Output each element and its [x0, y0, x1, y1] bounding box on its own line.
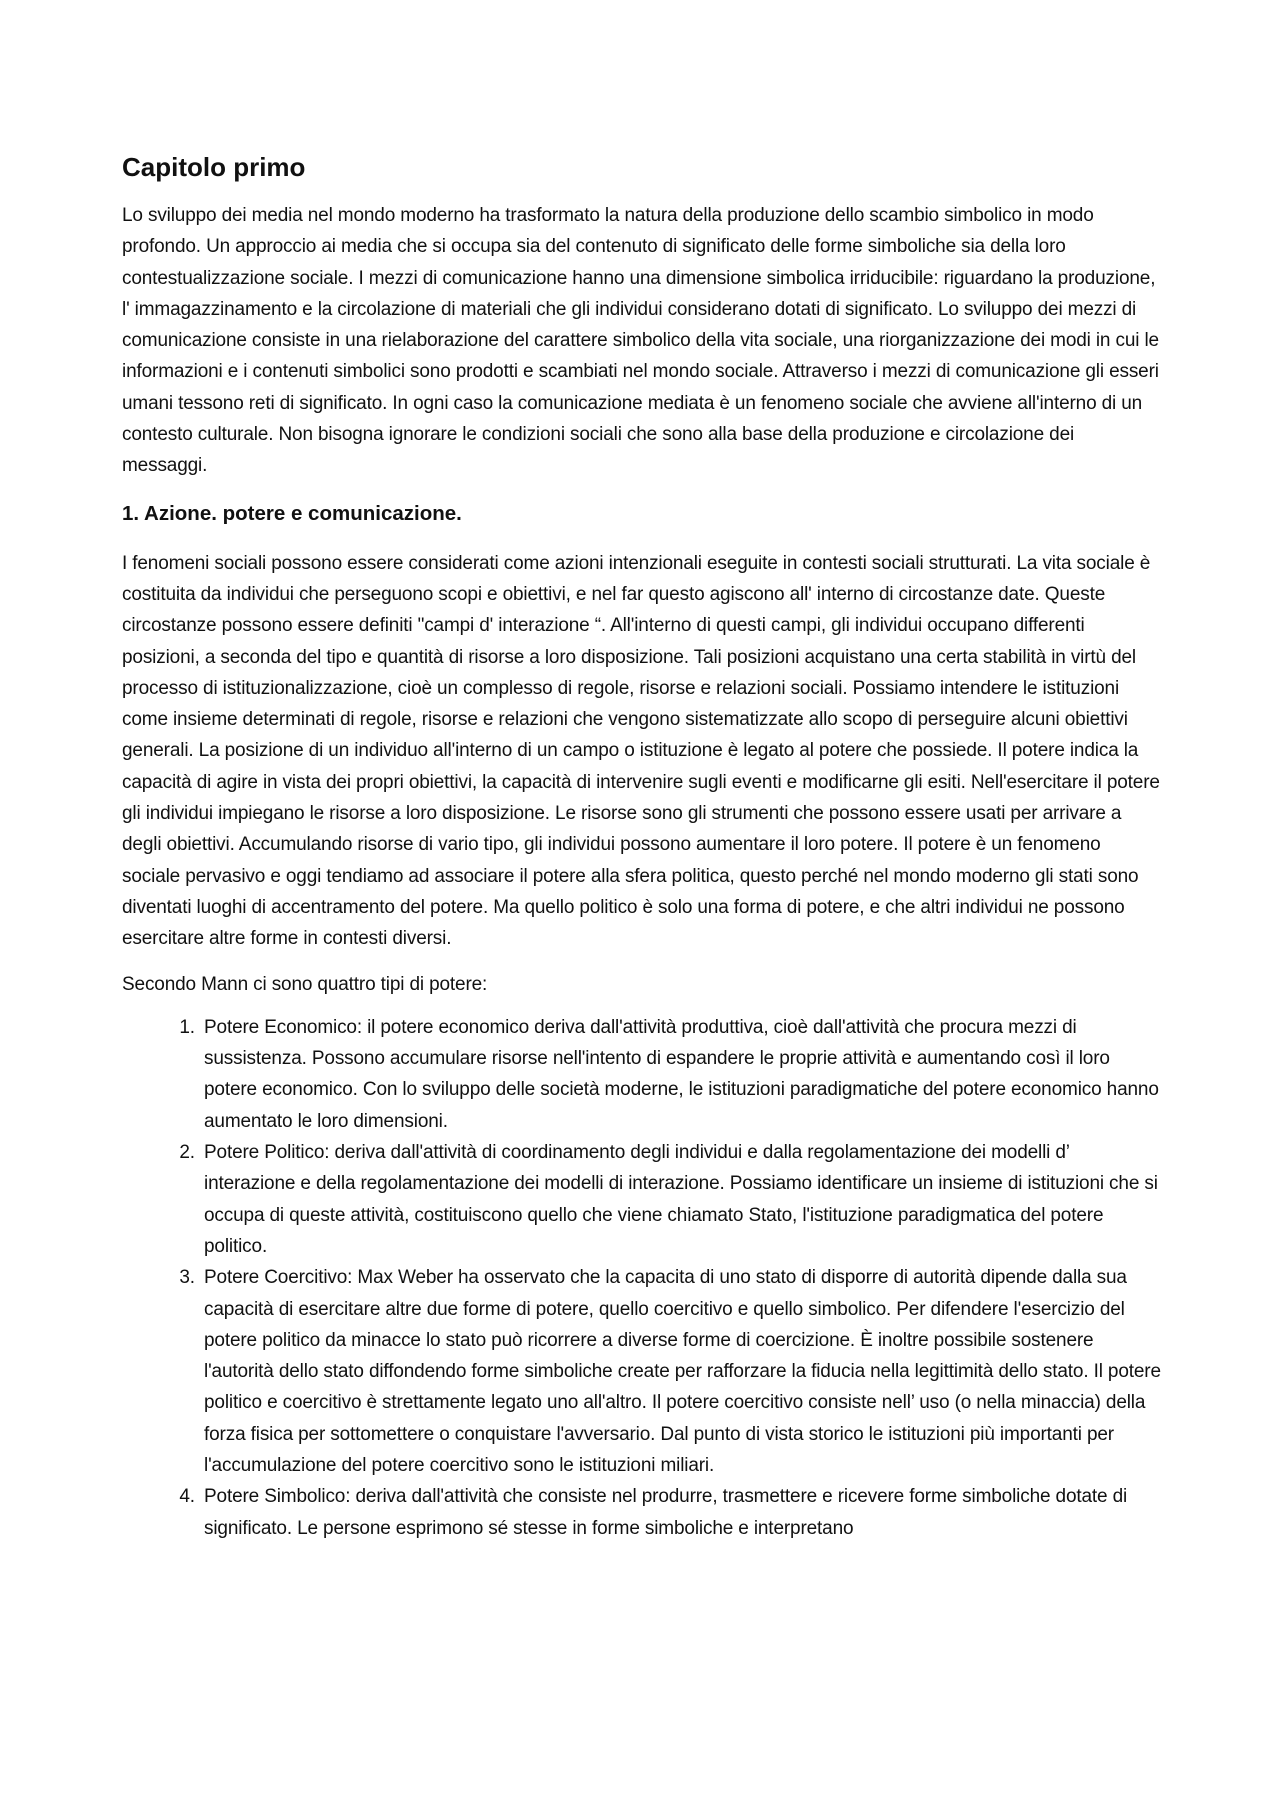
intro-paragraph: Lo sviluppo dei media nel mondo moderno ha trasformato la natura della produzione dello scambio simbolico in modo profondo. Un approccio ai media che si occupa sia del contenuto di significato delle forme simboliche sia della loro contestualizzazione sociale. I mezzi di comunicazione hanno una dimensione simbolica irriducibile: riguardano la produzione, l' immagazzinamento e la circolazione di materiali che gli individui considerano dotati di significato. Lo sviluppo dei mezzi di comunicazione consiste in una rielaborazione del carattere simbolico della vita sociale, una riorganizzazione dei modi in cui le informazioni e i contenuti simbolici sono prodotti e scambiati nel mondo sociale. Attraverso i mezzi di comunicazione gli esseri umani tessono reti di significato. In ogni caso la comunicazione mediata è un fenomeno sociale che avviene all'interno di un contesto culturale. Non bisogna ignorare le condizioni sociali che sono alla base della produzione e circolazione dei messaggi.	[122, 205, 1159, 477]
list-item: 3. Potere Coercitivo: Max Weber ha osservato che la capacita di uno stato di disporre di autorità dipende dalla sua capacità di esercitare altre due forme di potere, quello coercitivo e quello simbolico. Per difendere l'esercizio del potere politico da minacce lo stato può ricorrere a diverse forme di coercizione. È inoltre possibile sostenere l'autorità dello stato diffondendo forme simboliche create per rafforzare la fiducia nella legittimità dello stato. Il potere politico e coercitivo è strettamente legato uno all'altro. Il potere coercitivo consiste nell’ uso (o nella minaccia) della forza fisica per sottomettere o conquistare l'avversario. Dal punto di vista storico le istituzioni più importanti per l'accumulazione del potere coercitivo sono le istituzioni miliari.	[200, 1262, 1162, 1481]
mann-intro: Secondo Mann ci sono quattro tipi di potere:	[122, 973, 488, 995]
list-item: 4. Potere Simbolico: deriva dall'attività che consiste nel produrre, trasmettere e ricevere forme simboliche dotate di significato. Le persone esprimono sé stesse in forme simboliche e interpretano	[200, 1481, 1162, 1544]
chapter-title: Capitolo primo	[122, 152, 306, 182]
list-item: 1. Potere Economico: il potere economico deriva dall'attività produttiva, cioè dall'attività che procura mezzi di sussistenza. Possono accumulare risorse nell'intento di espandere le proprie attività e aumentando così il loro potere economico. Con lo sviluppo delle società moderne, le istituzioni paradigmatiche del potere economico hanno aumentato le loro dimensioni.	[200, 1012, 1162, 1137]
list-item: 2. Potere Politico: deriva dall'attività di coordinamento degli individui e dalla regolamentazione dei modelli d’ interazione e della regolamentazione dei modelli di interazione. Possiamo identificare un insieme di istituzioni che si occupa di queste attività, costituiscono quello che viene chiamato Stato, l'istituzione paradigmatica del potere politico.	[200, 1137, 1162, 1262]
document-page	[122, 150, 1162, 1544]
powers-list	[122, 1012, 1162, 1544]
section-heading: 1. Azione. potere e comunicazione.	[122, 501, 462, 525]
section-paragraph: I fenomeni sociali possono essere considerati come azioni intenzionali eseguite in contesti sociali strutturati. La vita sociale è costituita da individui che perseguono scopi e obiettivi, e nel far questo agiscono all' interno di circostanze date. Queste circostanze possono essere definiti "campi d' interazione “. All'interno di questi campi, gli individui occupano differenti posizioni, a seconda del tipo e quantità di risorse a loro disposizione. Tali posizioni acquistano una certa stabilità in virtù del processo di istituzionalizzazione, cioè un complesso di regole, risorse e relazioni sociali. Possiamo intendere le istituzioni come insieme determinati di regole, risorse e relazioni che vengono sistematizzate allo scopo di perseguire alcuni obiettivi generali. La posizione di un individuo all'interno di un campo o istituzione è legato al potere che possiede. Il potere indica la capacità di agire in vista dei propri obiettivi, la capacità di intervenire sugli eventi e modificarne gli esiti. Nell'esercitare il potere gli individui impiegano le risorse a loro disposizione. Le risorse sono gli strumenti che possono essere usati per arrivare a degli obiettivi. Accumulando risorse di vario tipo, gli individui possono aumentare il loro potere. Il potere è un fenomeno sociale pervasivo e oggi tendiamo ad associare il potere alla sfera politica, questo perché nel mondo moderno gli stati sono diventati luoghi di accentramento del potere. Ma quello politico è solo una forma di potere, e che altri individui ne possono esercitare altre forme in contesti diversi.	[122, 552, 1160, 950]
